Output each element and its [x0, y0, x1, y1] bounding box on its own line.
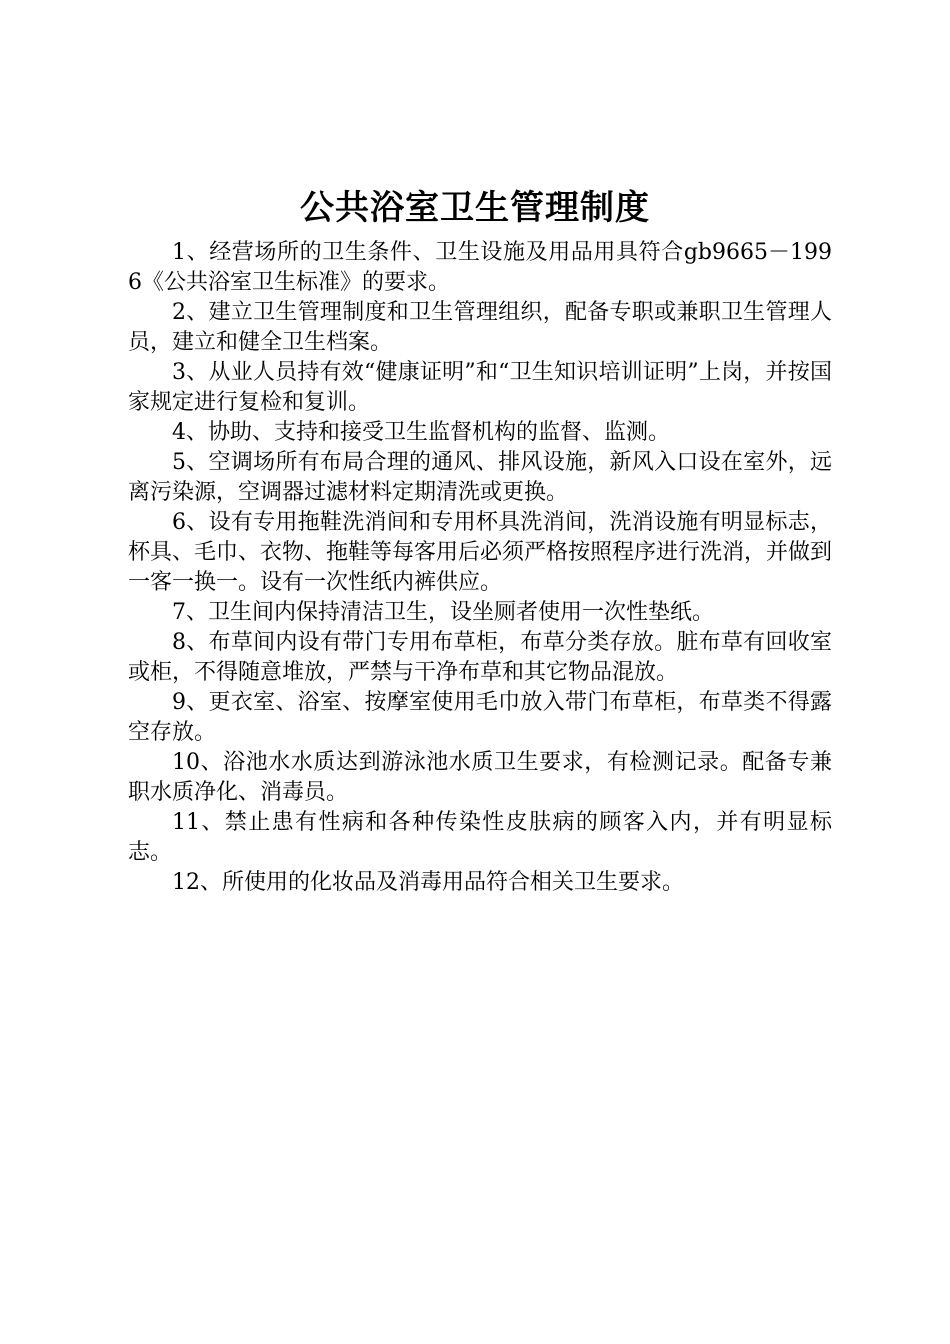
paragraph-3: 3、从业人员持有效“健康证明”和“卫生知识培训证明”上岗，并按国家规定进行复检和复训。	[128, 360, 832, 415]
paragraph-11: 11、禁止患有性病和各种传染性皮肤病的顾客入内，并有明显标志。	[128, 810, 832, 865]
paragraph-2: 2、建立卫生管理制度和卫生管理组织，配备专职或兼职卫生管理人员，建立和健全卫生档案。	[128, 300, 832, 355]
paragraph-1: 1、经营场所的卫生条件、卫生设施及用品用具符合gb9665－1996《公共浴室卫生标准》的要求。	[128, 240, 832, 295]
paragraph-5: 5、空调场所有布局合理的通风、排风设施，新风入口设在室外，远离污染源，空调器过滤材料定期清洗或更换。	[128, 450, 832, 505]
document-body	[128, 238, 832, 898]
paragraph-6: 6、设有专用拖鞋洗消间和专用杯具洗消间，洗消设施有明显标志，杯具、毛巾、衣物、拖鞋等每客用后必须严格按照程序进行洗消，并做到一客一换一。设有一次性纸内裤供应。	[128, 510, 833, 595]
paragraph-4: 4、协助、支持和接受卫生监督机构的监督、监测。	[172, 420, 670, 445]
paragraph-12: 12、所使用的化妆品及消毒用品符合相关卫生要求。	[172, 870, 684, 895]
paragraph-7: 7、卫生间内保持清洁卫生，设坐厕者使用一次性垫纸。	[172, 600, 714, 625]
paragraph-10: 10、浴池水水质达到游泳池水质卫生要求，有检测记录。配备专兼职水质净化、消毒员。	[128, 750, 832, 805]
document-title: 公共浴室卫生管理制度	[300, 188, 650, 228]
paragraph-8: 8、布草间内设有带门专用布草柜，布草分类存放。脏布草有回收室或柜，不得随意堆放，严禁与干净布草和其它物品混放。	[128, 630, 832, 685]
paragraph-9: 9、更衣室、浴室、按摩室使用毛巾放入带门布草柜，布草类不得露空存放。	[128, 690, 832, 745]
